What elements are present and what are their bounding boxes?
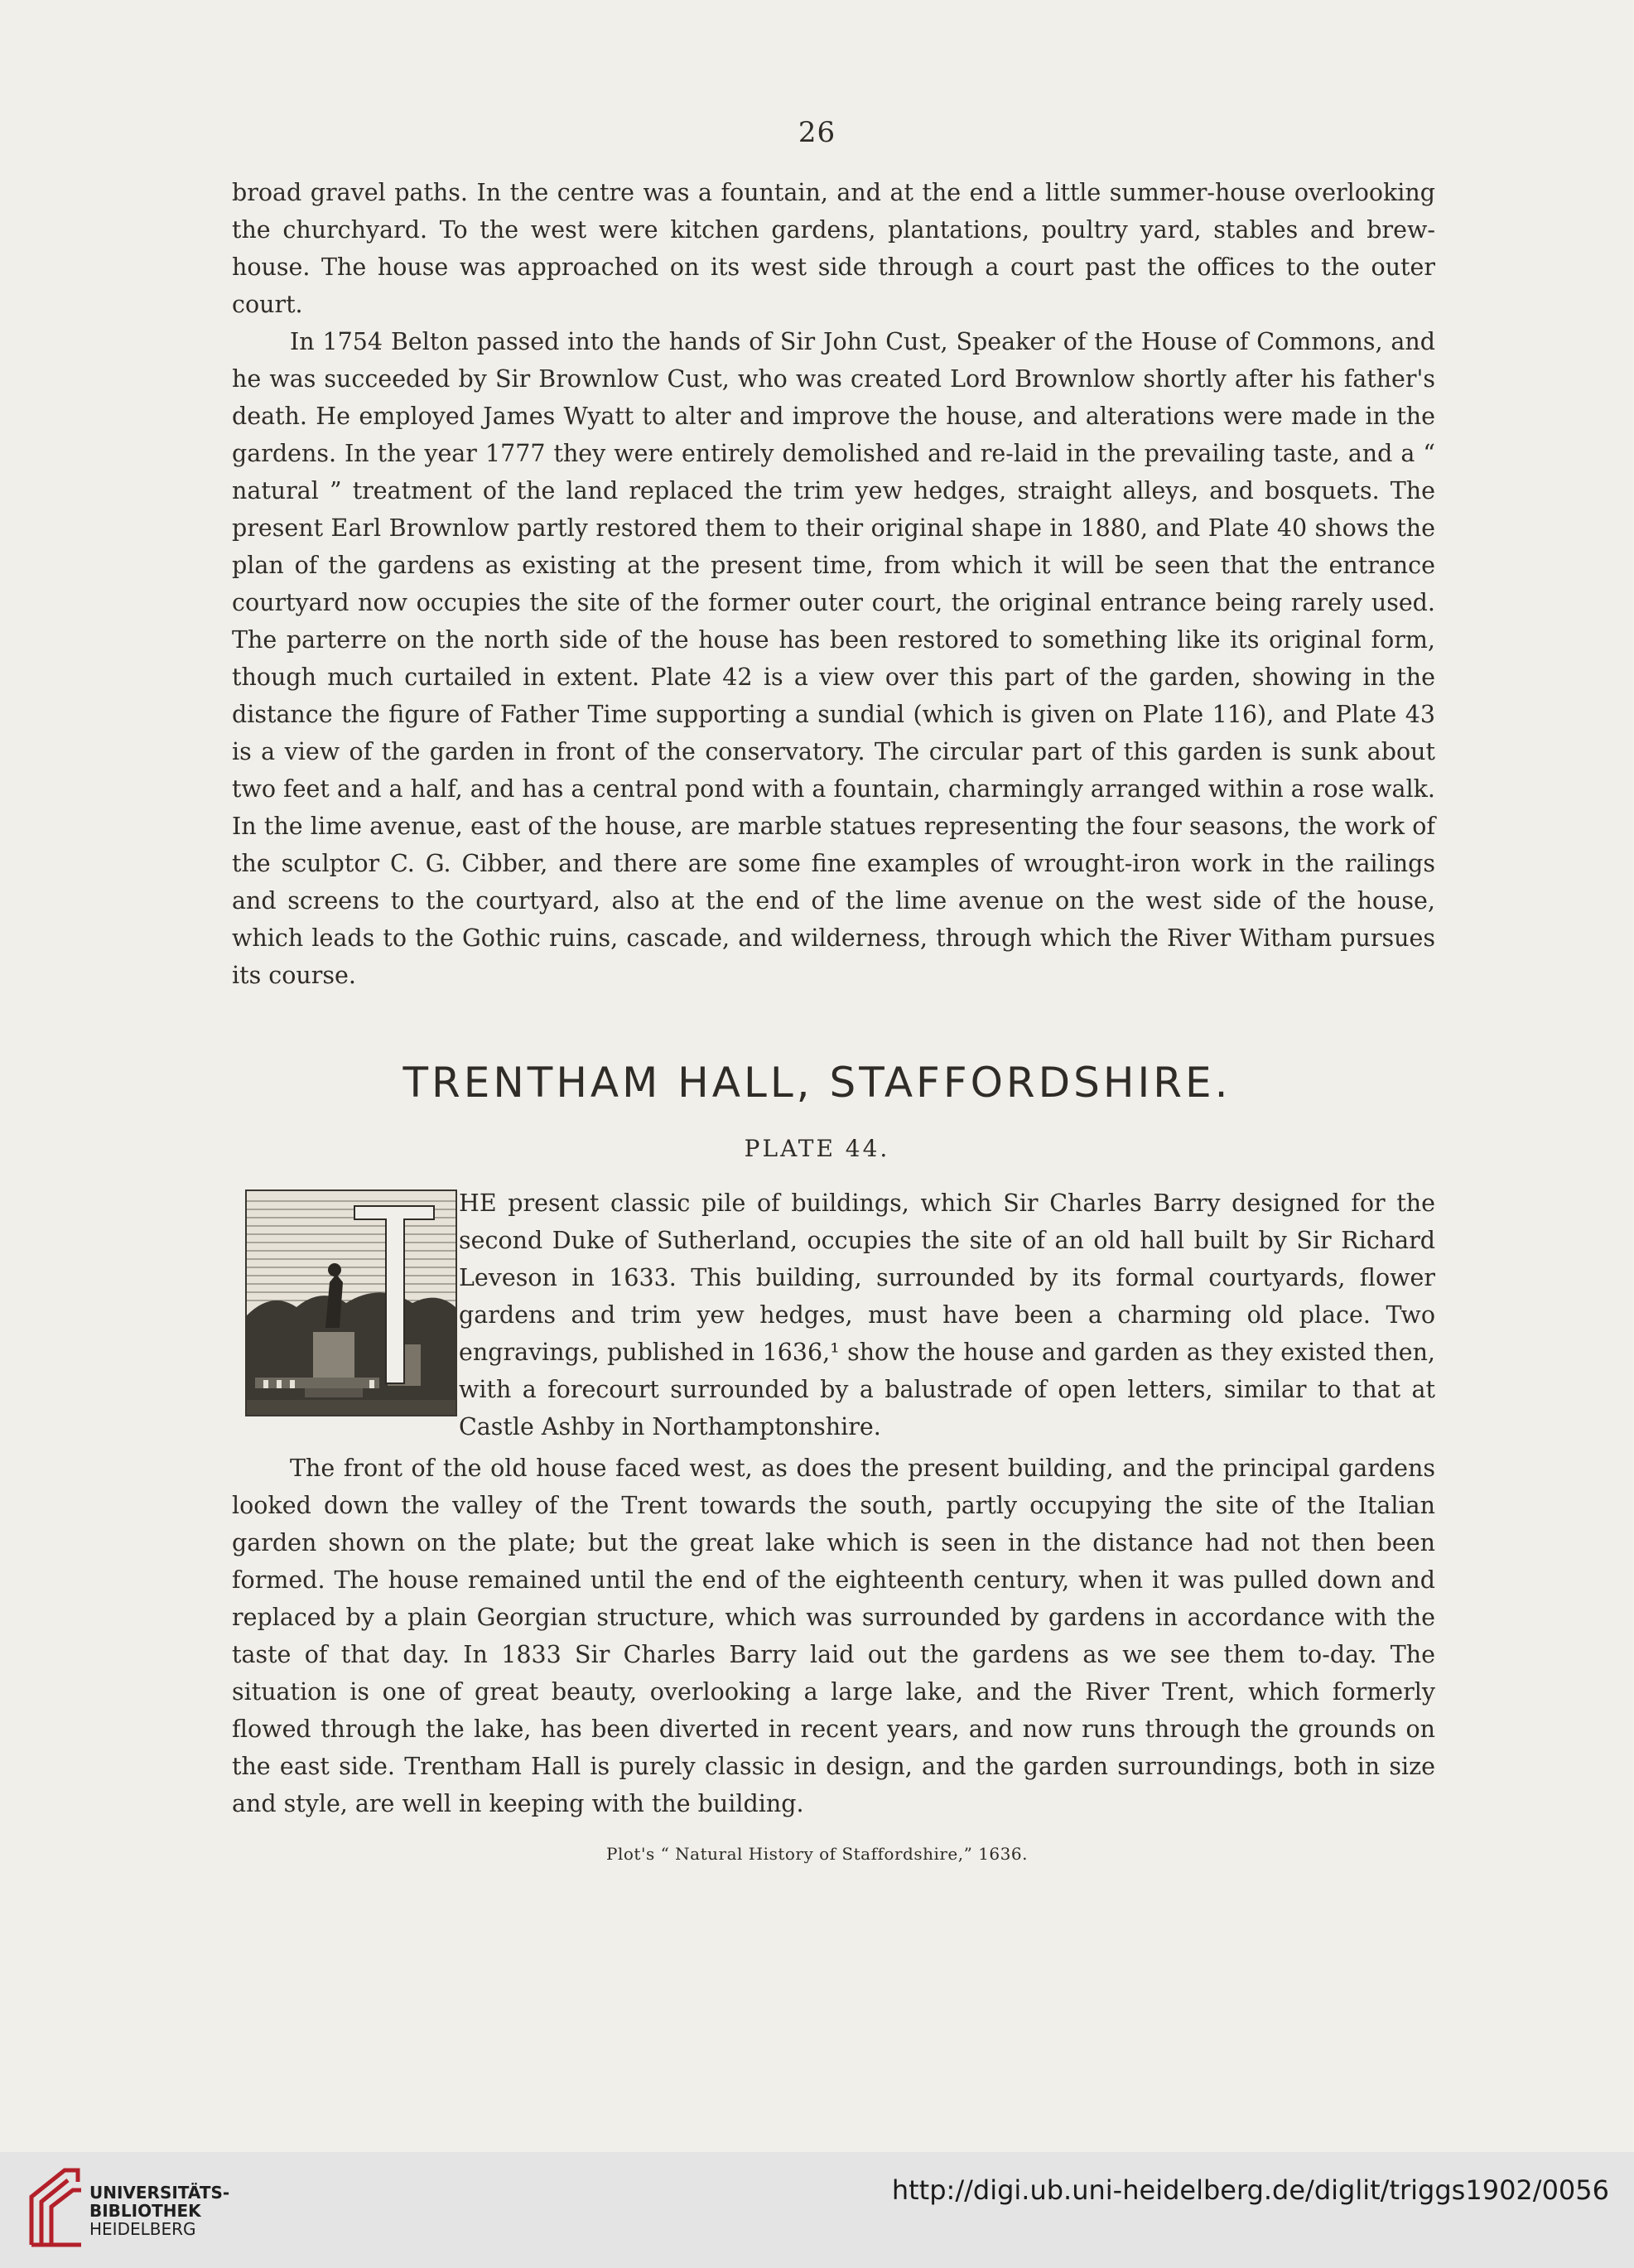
section-title: TRENTHAM HALL, STAFFORDSHIRE. [402, 1059, 1232, 1107]
library-name-line-2: BIBLIOTHEK [89, 2201, 201, 2221]
dropcap-paragraph: HE present classic pile of buildings, which Sir Charles Barry designed for the second Duke of Sutherland, occupies the site of an old hall built by Sir Richard Leveson in 1633. This building, surrounded by its formal courtyards, flower gardens and trim yew hedges, must have been a charming old place. Two engravings, published in 1636,¹ show the house and garden as they existed then, with a forecourt surrounded by a balustrade of open letters, similar to that at Castle Ashby in Northamptonshire. [459, 1189, 1435, 1440]
library-name [89, 2184, 229, 2238]
library-name-line-1: UNIVERSITÄTS- [89, 2183, 230, 2203]
intro-paragraph-2: In 1754 Belton passed into the hands of Sir John Cust, Speaker of the House of Commons, and he was succeeded by Sir Brownlow Cust, who was created Lord Brownlow shortly after his father's death. He employed James Wyatt to alter and improve the house, and alterations were made in the gardens. In the year 1777 they were entirely demolished and re-laid in the prevailing taste, and a “ natural ” treatment of the land replaced the trim yew hedges, straight alleys, and bosquets. The present Earl Brownlow partly restored them to their original shape in 1880, and Plate 40 shows the plan of the gardens as existing at the present time, from which it will be seen that the entrance courtyard now occupies the site of the former outer court, the original entrance being rarely used. The parterre on the north side of the house has been restored to something like its original form, though much curtailed in extent. Plate 42 is a view over this part of the garden, showing in the distance the figure of Father Time supporting a sundial (which is given on Plate 116), and Plate 43 is a view of the garden in front of the conservatory. The circular part of this garden is sunk about two feet and a half, and has a central pond with a fountain, charmingly arranged within a rose walk. In the lime avenue, east of the house, are marble statues representing the four seasons, the work of the sculptor C. G. Cibber, and there are some fine examples of wrought-iron work in the railings and screens to the courtyard, also at the end of the lime avenue on the west side of the house, which leads to the Gothic ruins, cascade, and wilderness, through which the River Witham pursues its course. [232, 328, 1435, 989]
library-name-line-3: HEIDELBERG [89, 2219, 196, 2239]
decorated-initial-t-icon [245, 1189, 457, 1416]
ub-heidelberg-logo-icon [23, 2164, 89, 2253]
intro-paragraph-1: broad gravel paths. In the centre was a fountain, and at the end a little summer-house overlooking the churchyard. To the west were kitchen gardens, plantations, poultry yard, stables and brew-house. The house was approached on its west side through a court past the offices to the outer court. [232, 179, 1435, 318]
plate-label: PLATE 44. [744, 1135, 890, 1162]
dropcap-text-block [459, 1185, 1435, 1445]
closing-text-block [232, 1450, 1435, 1822]
page-number: 26 [798, 116, 836, 149]
footer-bar [0, 2152, 1634, 2268]
footnote: Plot's “ Natural History of Staffordshire,” 1636. [606, 1844, 1028, 1864]
closing-paragraph: The front of the old house faced west, as does the present building, and the principal gardens looked down the valley of the Trent towards the south, partly occupying the site of the Italian garden shown on the plate; but the great lake which is seen in the distance had not then been formed. The house remained until the end of the eighteenth century, when it was pulled down and replaced by a plain Georgian structure, which was surrounded by gardens in accordance with the taste of that day. In 1833 Sir Charles Barry laid out the gardens as we see them to-day. The situation is one of great beauty, overlooking a large lake, and the River Trent, which formerly flowed through the lake, has been diverted in recent years, and now runs through the grounds on the east side. Trentham Hall is purely classic in design, and the garden surroundings, both in size and style, are well in keeping with the building. [232, 1455, 1435, 1817]
permalink-url[interactable]: http://digi.ub.uni-heidelberg.de/diglit/triggs1902/0056 [891, 2174, 1609, 2206]
intro-text-block [232, 174, 1435, 994]
